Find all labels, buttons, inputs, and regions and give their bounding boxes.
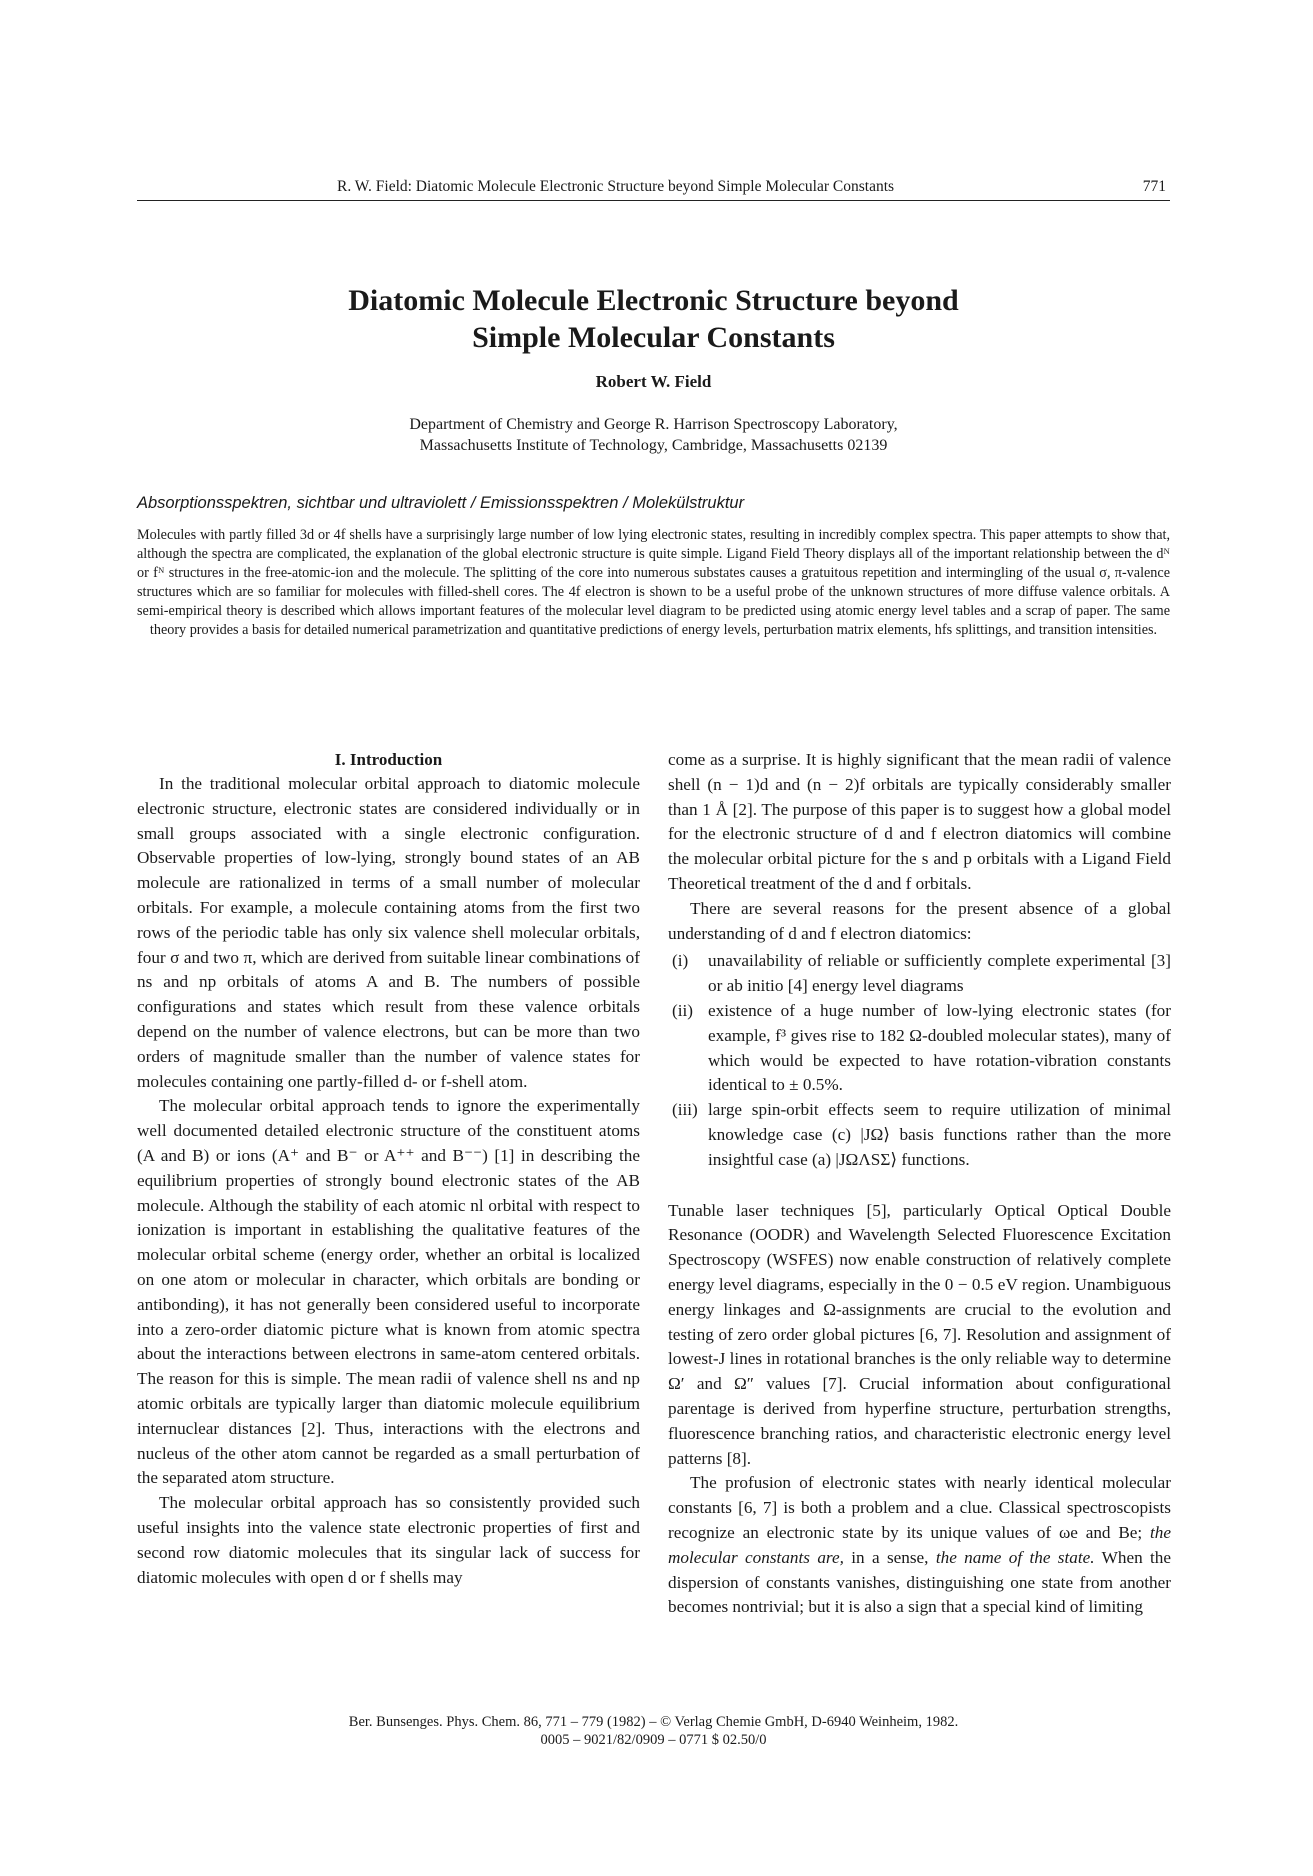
section-heading: I. Introduction [334, 750, 443, 769]
emphasis: the molecular constants are, [668, 1522, 1172, 1567]
text-run: When the dispersion of constants vanishes, distinguishing one state from another becomes nontrivial; but it is also a sign that a special kind of limiting [668, 1547, 1172, 1617]
affiliation [137, 414, 1170, 456]
list-item [668, 999, 1171, 1098]
text-run: in a sense, [851, 1547, 929, 1567]
running-header [137, 178, 1170, 201]
list-item-label: (iii) [672, 1100, 698, 1120]
list-item-text: existence of a huge number of low-lying electronic states (for example, f³ gives rise to 182 Ω-doubled molecular states), many of which would be expected to have rotation-vibration constants identical to ± 0.5%. [708, 1000, 1171, 1095]
paragraph: come as a surprise. It is highly significant that the mean radii of valence shell (n − 1)d and (n − 2)f orbitals are typically considerably smaller than 1 Å [2]. The purpose of this paper is to suggest how a global model for the electronic structure of d and f electron diatomics will combine the molecular orbital picture for the s and p orbitals with a Ligand Field Theoretical treatment of the d and f orbitals. [668, 750, 1171, 893]
affiliation-line-1: Department of Chemistry and George R. Harrison Spectroscopy Laboratory, [409, 416, 898, 433]
issn-line: 0005 – 9021/82/0909 – 0771 $ 02.50/0 [540, 1732, 767, 1748]
right-column [668, 748, 1171, 1620]
keywords: Absorptionsspektren, sichtbar und ultraviolett / Emissionsspektren / Molekülstruktur [137, 494, 745, 512]
paragraph [668, 1471, 1171, 1620]
paper-title [137, 282, 1170, 356]
left-column [137, 748, 640, 1590]
running-head: R. W. Field: Diatomic Molecule Electronic Structure beyond Simple Molecular Constants [337, 178, 895, 195]
citation-line: Ber. Bunsenges. Phys. Chem. 86, 771 – 779 (1982) – © Verlag Chemie GmbH, D-6940 Weinheim, 1982. [348, 1714, 959, 1730]
spacer [668, 1173, 1171, 1199]
paragraph: In the traditional molecular orbital approach to diatomic molecule electronic structure, electronic states are considered individually or in small groups associated with a single electronic configuration. Observable properties of low-lying, strongly bound states of an AB molecule are rationalized in terms of a small number of molecular orbitals. For example, a molecule containing atoms from the first two rows of the periodic table has only six valence shell molecular orbitals, four σ and two π, which are derived from suitable linear combinations of ns and np orbitals of atoms A and B. The numbers of possible configurations and states which result from these valence orbitals depend on the number of valence electrons, but can be more than two orders of magnitude smaller than the number of valence states for molecules containing one partly-filled d- or f-shell atom. [137, 774, 640, 1091]
paragraph: The molecular orbital approach has so consistently provided such useful insights into the valence state electronic properties of first and second row diatomic molecules that its singular lack of success for diatomic molecules with open d or f shells may [137, 1493, 640, 1587]
list-item-text: large spin-orbit effects seem to require utilization of minimal knowledge case (c) |JΩ⟩ basis functions rather than the more insightful case (a) |JΩΛSΣ⟩ functions. [708, 1100, 1171, 1169]
list-item [668, 1098, 1171, 1172]
emphasis: the name of the state. [935, 1547, 1095, 1567]
list-item [668, 949, 1171, 999]
affiliation-line-2: Massachusetts Institute of Technology, Cambridge, Massachusetts 02139 [419, 437, 888, 454]
footer [137, 1713, 1170, 1749]
title-line-1: Diatomic Molecule Electronic Structure beyond [348, 284, 959, 317]
list-item-label: (i) [672, 951, 689, 971]
text-run: The profusion of electronic states with nearly identical molecular constants [6, 7] is both a problem and a clue. Classical spectroscopists recognize an electronic state by its unique values of ωe and Be; [668, 1473, 1171, 1542]
list-item-label: (ii) [672, 1000, 693, 1020]
paragraph: There are several reasons for the present absence of a global understanding of d and f electron diatomics: [668, 898, 1171, 943]
paragraph: The molecular orbital approach tends to ignore the experimentally well documented detailed electronic structure of the constituent atoms (A and B) or ions (A⁺ and B⁻ or A⁺⁺ and B⁻⁻) [1] in describing the equilibrium properties of strongly bound electronic states of the AB molecule. Although the stability of each atomic nl orbital with respect to ionization is important in establishing the qualitative features of the molecular orbital scheme (energy order, whether an orbital is localized on one atom or molecular in character, which orbitals are bonding or antibonding), it has not generally been considered useful to incorporate into a zero-order diatomic picture what is known from atomic spectra about the interactions between electrons in same-atom centered orbitals. The reason for this is simple. The mean radii of valence shell ns and np atomic orbitals are typically larger than diatomic molecule equilibrium internuclear distances [2]. Thus, interactions with the electrons and nucleus of the other atom cannot be regarded as a small perturbation of the separated atom structure. [137, 1096, 640, 1488]
paragraph: Tunable laser techniques [5], particularly Optical Optical Double Resonance (OODR) and Wavelength Selected Fluorescence Excitation Spectroscopy (WSFES) now enable construction of relatively complete energy level diagrams, especially in the 0 − 0.5 eV region. Unambiguous energy linkages and Ω-assignments are crucial to the evolution and testing of zero order global pictures [6, 7]. Resolution and assignment of lowest-J lines in rotational branches is the only reliable way to determine Ω′ and Ω″ values [7]. Crucial information about configurational parentage is derived from hyperfine structure, perturbation strengths, fluorescence branching ratios, and characteristic electronic energy level patterns [8]. [668, 1200, 1171, 1468]
reasons-list [668, 949, 1171, 1172]
author: Robert W. Field [595, 372, 712, 391]
page-number: 771 [1142, 178, 1166, 195]
title-line-2: Simple Molecular Constants [472, 321, 835, 354]
list-item-text: unavailability of reliable or sufficiently complete experimental [3] or ab initio [4] energy level diagrams [708, 951, 1171, 996]
abstract: Molecules with partly filled 3d or 4f shells have a surprisingly large number of low lying electronic states, resulting in incredibly complex spectra. This paper attempts to show that, although the spectra are complicated, the explanation of the global electronic structure is quite simple. Ligand Field Theory displays all of the important relationship between the dᴺ or fᴺ structures in the free-atomic-ion and the molecule. The splitting of the core into numerous substates causes a gratuitous repetition and intermingling of the usual σ, π-valence structures which are so familiar for molecules with filled-shell cores. The 4f electron is shown to be a useful probe of the unknown structures of more diffuse valence orbitals. A semi-empirical theory is described which allows important features of the molecular level diagram to be predicted using atomic energy level tables and a scrap of paper. The same theory provides a basis for detailed numerical parametrization and quantitative predictions of energy levels, perturbation matrix elements, hfs splittings, and transition intensities. [137, 527, 1170, 638]
